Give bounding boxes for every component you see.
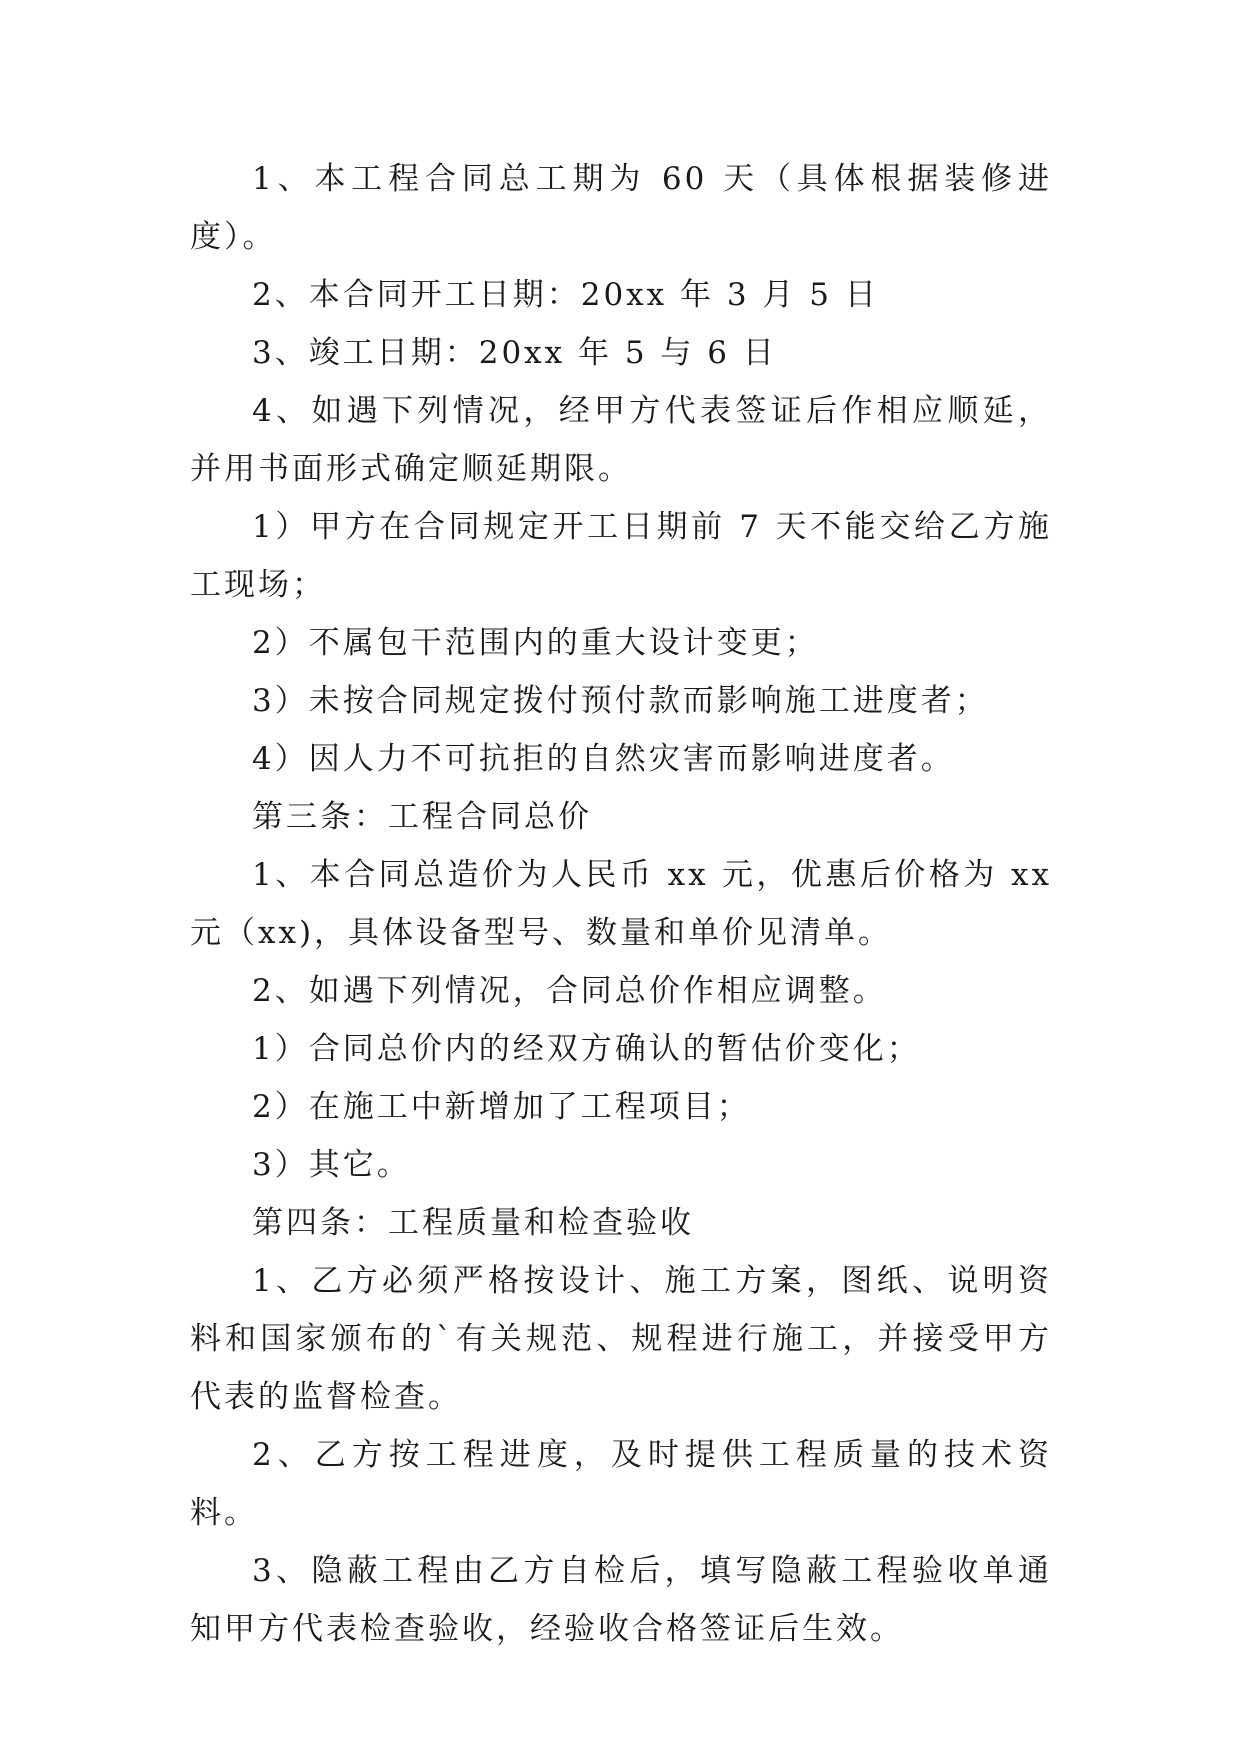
paragraph: 4、如遇下列情况，经甲方代表签证后作相应顺延，并用书面形式确定顺延期限。	[190, 393, 1052, 487]
paragraph: 3）其它。	[252, 1147, 411, 1183]
section-heading: 第四条：工程质量和检查验收	[252, 1205, 694, 1241]
paragraph: 3）未按合同规定拨付预付款而影响施工进度者；	[252, 683, 989, 719]
paragraph: 2）不属包干范围内的重大设计变更；	[252, 625, 819, 661]
document-body	[190, 150, 1052, 1658]
paragraph: 1、本合同总造价为人民币 xx 元，优惠后价格为 xx 元（xx)，具体设备型号、数量和单价见清单。	[190, 857, 1052, 951]
paragraph: 4）因人力不可抗拒的自然灾害而影响进度者。	[252, 741, 955, 777]
paragraph: 3、隐蔽工程由乙方自检后，填写隐蔽工程验收单通知甲方代表检查验收，经验收合格签证后生效。	[190, 1553, 1052, 1647]
paragraph: 1、本工程合同总工期为 60 天（具体根据装修进度）。	[190, 161, 1052, 255]
paragraph: 1）合同总价内的经双方确认的暂估价变化；	[252, 1031, 921, 1067]
paragraph: 1、乙方必须严格按设计、施工方案，图纸、说明资料和国家颁布的`有关规范、规程进行施工，并接受甲方代表的监督检查。	[190, 1263, 1052, 1415]
paragraph: 2、本合同开工日期：20xx 年 3 月 5 日	[252, 277, 879, 313]
paragraph: 2、如遇下列情况，合同总价作相应调整。	[252, 973, 887, 1009]
paragraph: 3、竣工日期：20xx 年 5 与 6 日	[252, 335, 777, 371]
paragraph: 2）在施工中新增加了工程项目；	[252, 1089, 751, 1125]
section-heading: 第三条：工程合同总价	[252, 799, 592, 835]
paragraph: 2、乙方按工程进度，及时提供工程质量的技术资料。	[190, 1437, 1052, 1531]
paragraph: 1）甲方在合同规定开工日期前 7 天不能交给乙方施工现场；	[190, 509, 1052, 603]
